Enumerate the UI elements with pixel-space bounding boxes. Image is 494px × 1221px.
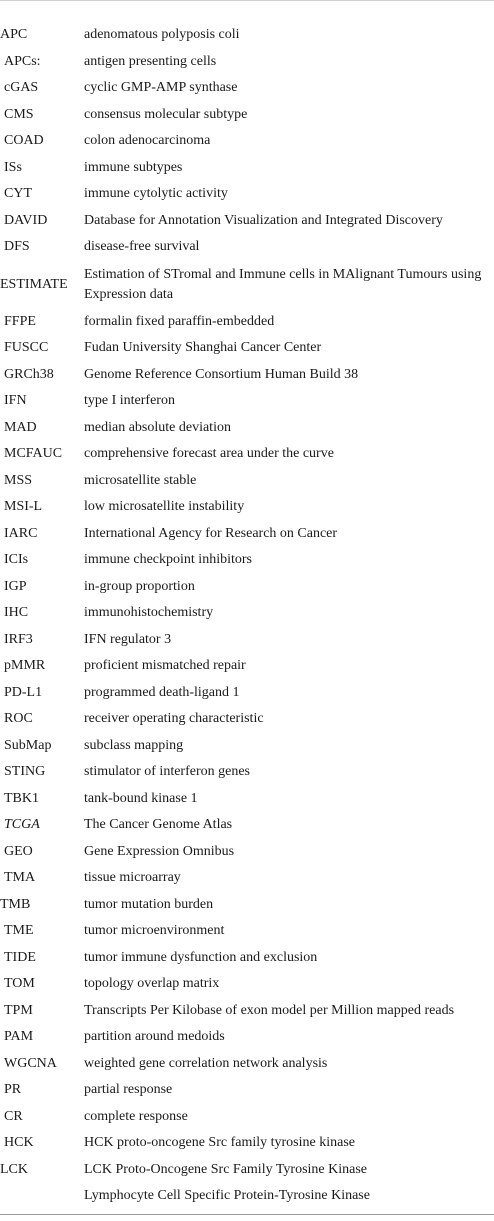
- table-row: [0, 627, 494, 654]
- definition-cell: Gene Expression Omnibus: [84, 843, 235, 859]
- table-row: [0, 653, 494, 680]
- table-row: [0, 49, 494, 76]
- abbreviation-cell: MCFAUC: [4, 446, 63, 462]
- definition-cell: receiver operating characteristic: [84, 711, 264, 727]
- table-row: [0, 234, 494, 261]
- definition-cell: International Agency for Research on Cancer: [84, 525, 338, 541]
- definition-cell: subclass mapping: [84, 737, 184, 753]
- table-row: [0, 22, 494, 49]
- table-row: [0, 309, 494, 336]
- table-row: [0, 521, 494, 548]
- table-row: [0, 441, 494, 468]
- abbreviation-cell: CYT: [4, 186, 32, 202]
- table-row: [0, 335, 494, 362]
- definition-cell: tumor immune dysfunction and exclusion: [84, 949, 318, 965]
- abbreviation-cell: LCK: [0, 1161, 28, 1177]
- table-row: [0, 102, 494, 129]
- definition-cell: Lymphocyte Cell Specific Protein-Tyrosine Kinase: [84, 1188, 370, 1204]
- definition-cell: Estimation of STromal and Immune cells in MAlignant Tumours using Expression data: [84, 266, 482, 302]
- definition-cell: The Cancer Genome Atlas: [84, 817, 233, 833]
- definition-cell: type I interferon: [84, 393, 175, 409]
- table-row: [0, 812, 494, 839]
- abbreviation-cell: GEO: [4, 843, 33, 859]
- table-row: [0, 362, 494, 389]
- table-row: [0, 1051, 494, 1078]
- definition-cell: proficient mismatched repair: [84, 658, 246, 674]
- definition-cell: disease-free survival: [84, 239, 200, 255]
- table-row: [0, 128, 494, 155]
- abbreviation-cell: CR: [4, 1108, 23, 1124]
- table-row: [0, 971, 494, 998]
- abbreviation-cell: DAVID: [4, 212, 48, 228]
- definition-cell: tumor mutation burden: [84, 896, 214, 912]
- top-divider: [0, 0, 494, 1]
- abbreviation-cell: MSI-L: [4, 499, 43, 515]
- table-row: [0, 547, 494, 574]
- abbreviation-cell: MSS: [4, 472, 33, 488]
- table-row: [0, 75, 494, 102]
- definition-cell: partial response: [84, 1082, 173, 1098]
- definition-cell: Fudan University Shanghai Cancer Center: [84, 340, 322, 356]
- definition-cell: in-group proportion: [84, 578, 195, 594]
- definition-cell: immune checkpoint inhibitors: [84, 552, 252, 568]
- definition-cell: Genome Reference Consortium Human Build 38: [84, 366, 359, 382]
- definition-cell: LCK Proto-Oncogene Src Family Tyrosine Kinase: [84, 1161, 367, 1177]
- abbreviation-cell: cGAS: [4, 80, 39, 96]
- table-row: [0, 839, 494, 866]
- abbreviation-cell: IHC: [4, 605, 29, 621]
- definition-cell: Database for Annotation Visualization and Integrated Discovery: [84, 212, 443, 228]
- abbreviation-rows: [0, 22, 494, 1210]
- bottom-divider: [0, 1214, 494, 1215]
- definition-cell: formalin fixed paraffin-embedded: [84, 313, 275, 329]
- abbreviation-cell: WGCNA: [4, 1055, 57, 1071]
- abbreviation-cell: IFN: [4, 393, 27, 409]
- definition-cell: programmed death-ligand 1: [84, 684, 240, 700]
- table-row: [0, 1183, 494, 1210]
- abbreviation-cell: ESTIMATE: [0, 276, 68, 292]
- table-row: [0, 494, 494, 521]
- abbreviation-cell: APC: [0, 27, 28, 43]
- table-row: [0, 680, 494, 707]
- abbreviation-cell: MAD: [4, 419, 37, 435]
- abbreviation-cell: TME: [4, 923, 34, 939]
- definition-cell: cyclic GMP-AMP synthase: [84, 80, 238, 96]
- abbreviation-cell: IGP: [4, 578, 27, 594]
- definition-cell: HCK proto-oncogene Src family tyrosine kinase: [84, 1135, 355, 1151]
- table-row: [0, 865, 494, 892]
- table-row: [0, 1130, 494, 1157]
- abbreviation-cell: pMMR: [4, 658, 46, 674]
- table-row: [0, 208, 494, 235]
- definition-cell: median absolute deviation: [84, 419, 231, 435]
- table-row: [0, 706, 494, 733]
- abbreviation-cell: TCGA: [4, 817, 40, 833]
- table-row: [0, 155, 494, 182]
- definition-cell: IFN regulator 3: [84, 631, 172, 647]
- definition-cell: immune cytolytic activity: [84, 186, 228, 202]
- definition-cell: partition around medoids: [84, 1029, 225, 1045]
- table-row: [0, 261, 494, 309]
- abbreviation-cell: IARC: [4, 525, 38, 541]
- table-row: [0, 998, 494, 1025]
- abbreviation-cell: APCs:: [4, 53, 41, 69]
- abbreviation-cell: TOM: [4, 976, 35, 992]
- definition-cell: tumor microenvironment: [84, 923, 225, 939]
- definition-cell: antigen presenting cells: [84, 53, 217, 69]
- definition-cell: consensus molecular subtype: [84, 106, 248, 122]
- table-row: [0, 786, 494, 813]
- definition-cell: tank-bound kinase 1: [84, 790, 198, 806]
- abbreviation-cell: FUSCC: [4, 340, 49, 356]
- table-row: [0, 415, 494, 442]
- definition-cell: immunohistochemistry: [84, 605, 214, 621]
- table-row: [0, 181, 494, 208]
- table-row: [0, 733, 494, 760]
- abbreviation-cell: TPM: [4, 1002, 33, 1018]
- abbreviation-cell: PR: [4, 1082, 22, 1098]
- abbreviation-cell: HCK: [4, 1135, 34, 1151]
- table-row: [0, 468, 494, 495]
- definition-cell: topology overlap matrix: [84, 976, 220, 992]
- definition-cell: colon adenocarcinoma: [84, 133, 211, 149]
- abbreviation-cell: FFPE: [4, 313, 36, 329]
- abbreviation-cell: DFS: [4, 239, 30, 255]
- table-row: [0, 892, 494, 919]
- table-row: [0, 1024, 494, 1051]
- table-row: [0, 1077, 494, 1104]
- abbreviation-cell: SubMap: [4, 737, 52, 753]
- abbreviation-cell: TBK1: [4, 790, 39, 806]
- table-row: [0, 918, 494, 945]
- definition-cell: comprehensive forecast area under the curve: [84, 446, 334, 462]
- table-row: [0, 1104, 494, 1131]
- table-row: [0, 600, 494, 627]
- definition-cell: weighted gene correlation network analysis: [84, 1055, 328, 1071]
- abbreviation-cell: COAD: [4, 133, 44, 149]
- abbreviation-cell: PD-L1: [4, 684, 43, 700]
- table-row: [0, 388, 494, 415]
- abbreviation-cell: TIDE: [4, 949, 36, 965]
- abbreviation-cell: GRCh38: [4, 366, 54, 382]
- definition-cell: complete response: [84, 1108, 188, 1124]
- abbreviation-cell: TMA: [4, 870, 36, 886]
- table-row: [0, 759, 494, 786]
- definition-cell: immune subtypes: [84, 159, 183, 175]
- abbreviation-cell: ICIs: [4, 552, 29, 568]
- table-row: [0, 1157, 494, 1184]
- abbreviation-cell: STING: [4, 764, 46, 780]
- definition-cell: tissue microarray: [84, 870, 181, 886]
- abbreviation-cell: IRF3: [4, 631, 33, 647]
- definition-cell: microsatellite stable: [84, 472, 197, 488]
- abbreviation-cell: ROC: [4, 711, 33, 727]
- table-row: [0, 945, 494, 972]
- abbreviation-cell: TMB: [0, 896, 31, 912]
- definition-cell: low microsatellite instability: [84, 499, 245, 515]
- abbreviation-cell: PAM: [4, 1029, 34, 1045]
- definition-cell: stimulator of interferon genes: [84, 764, 251, 780]
- table-row: [0, 574, 494, 601]
- definition-cell: Transcripts Per Kilobase of exon model per Million mapped reads: [84, 1002, 455, 1018]
- abbreviation-cell: ISs: [4, 159, 22, 175]
- abbreviation-cell: CMS: [4, 106, 34, 122]
- definition-cell: adenomatous polyposis coli: [84, 27, 240, 43]
